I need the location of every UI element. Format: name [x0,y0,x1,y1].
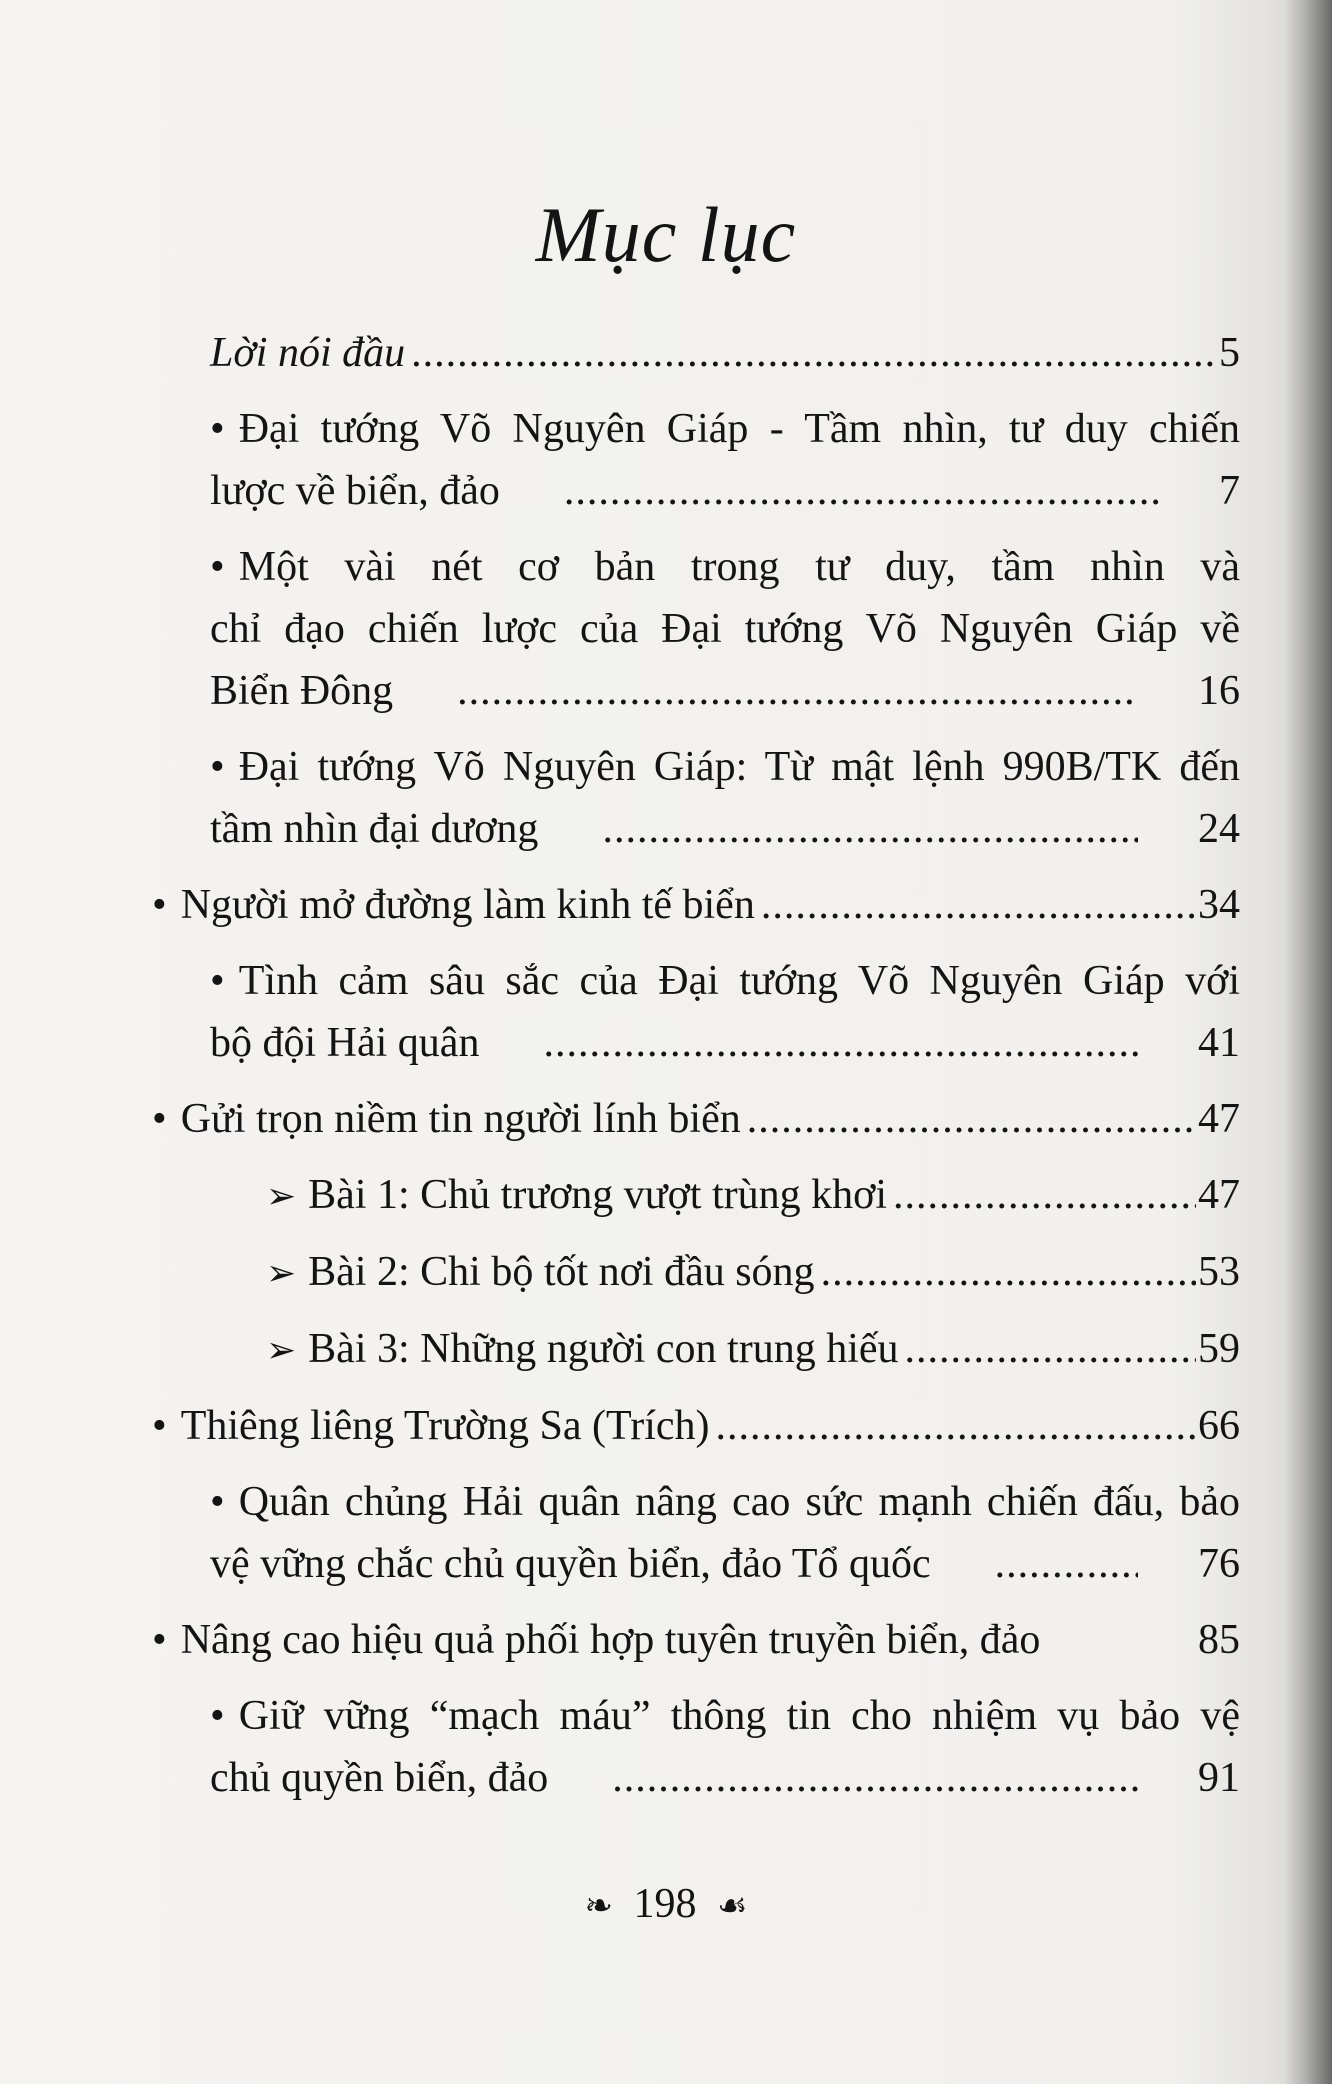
toc-entry [152,874,1240,936]
dot-leader [544,798,1138,860]
toc-page-number: 85 [1198,1617,1240,1663]
toc-entry-line [210,322,1240,384]
toc-entry-title: Nâng cao hiệu quả phối hợp tuyên truyền biển, đảo [180,1617,1041,1663]
toc-entry [152,736,1240,860]
toc-entry-title: Thiêng liêng Trường Sa (Trích) [180,1403,710,1449]
toc-page-number: 5 [1219,330,1240,376]
toc-page-number: 47 [1198,1096,1240,1142]
toc-entry-line [266,1241,1240,1304]
toc-page-number: 24 [1198,806,1240,852]
toc-page-number: 16 [1198,668,1240,714]
toc-entry-text: • Một vài nét cơ bản trong tư duy, tầm nhìn và [210,544,1240,590]
toc-page-number: 41 [1198,1020,1240,1066]
toc-entry-line [152,1395,1240,1457]
toc-entry-line [152,874,1240,936]
toc-entry-line [266,1164,1240,1227]
arrow-bullet-icon: ➢ [266,1176,297,1216]
dot-leader [821,1241,1196,1303]
bullet-icon: • [152,1096,167,1142]
toc-entry-line [152,460,1240,522]
toc-page-number: 53 [1198,1249,1240,1295]
table-of-contents [152,322,1240,1809]
page-footer [0,1880,1332,1928]
toc-entry [152,1241,1240,1304]
toc-entry-text: • Tình cảm sâu sắc của Đại tướng Võ Nguyên Giáp với [210,958,1240,1004]
bullet-icon: • [210,958,225,1004]
toc-page-number: 76 [1198,1541,1240,1587]
toc-entry-text: • Giữ vững “mạch máu” thông tin cho nhiệm vụ bảo vệ [210,1693,1240,1739]
toc-page-number: 47 [1198,1172,1240,1218]
toc-entry-line [152,660,1240,722]
toc-entry-line [152,1609,1240,1671]
toc-entry-title: Bài 2: Chi bộ tốt nơi đầu sóng [308,1249,815,1295]
dot-leader [506,460,1159,522]
toc-entry-title: bộ đội Hải quân [210,1020,480,1066]
dot-leader [761,874,1196,936]
dot-leader [937,1533,1138,1595]
toc-entry-title: Người mở đường làm kinh tế biển [180,882,755,928]
toc-entry [152,1685,1240,1809]
toc-entry-title: Bài 1: Chủ trương vượt trùng khơi [308,1172,887,1218]
toc-entry [152,1318,1240,1381]
toc-page-number: 34 [1198,882,1240,928]
toc-entry-text: chỉ đạo chiến lược của Đại tướng Võ Nguyên Giáp về [210,606,1240,652]
toc-page-number: 7 [1219,468,1240,514]
toc-entry [152,1395,1240,1457]
dot-leader [893,1164,1196,1226]
toc-entry-line [152,1747,1240,1809]
dot-leader [905,1318,1196,1380]
toc-entry [152,1471,1240,1595]
dot-leader [485,1012,1138,1074]
toc-entry-title: Gửi trọn niềm tin người lính biển [180,1096,741,1142]
dot-leader [399,660,1138,722]
toc-page-number: 59 [1198,1326,1240,1372]
toc-entry [152,398,1240,522]
toc-entry [152,322,1240,384]
toc-entry [152,950,1240,1074]
toc-entry-line [266,1318,1240,1381]
arrow-bullet-icon: ➢ [266,1330,297,1370]
toc-entry [152,1609,1240,1671]
toc-entry-title: vệ vững chắc chủ quyền biển, đảo Tổ quốc [210,1541,931,1587]
toc-page-number: 66 [1198,1403,1240,1449]
toc-entry-title: Biển Đông [210,668,394,714]
toc-entry [152,536,1240,722]
page-number: 198 [633,1881,697,1927]
toc-entry-title: lược về biển, đảo [210,468,500,514]
bullet-icon: • [210,1693,225,1739]
bullet-icon: • [152,1403,167,1449]
toc-entry [152,1164,1240,1227]
toc-entry-line [152,798,1240,860]
toc-entry-title: chủ quyền biển, đảo [210,1755,549,1801]
toc-entry-line [152,1012,1240,1074]
bullet-icon: • [210,544,225,590]
page-edge-shadow [1284,0,1332,2084]
bullet-icon: • [210,406,225,452]
dot-leader [747,1088,1196,1150]
toc-entry-text: • Đại tướng Võ Nguyên Giáp: Từ mật lệnh 990B/TK đến [210,744,1240,790]
dot-leader [411,322,1217,384]
page-title: Mục lục [535,191,797,278]
arrow-bullet-icon: ➢ [266,1253,297,1293]
toc-entry-text: • Quân chủng Hải quân nâng cao sức mạnh chiến đấu, bảo [210,1479,1240,1525]
dot-leader [554,1747,1138,1809]
toc-entry-text: • Đại tướng Võ Nguyên Giáp - Tầm nhìn, tư duy chiến [210,406,1240,452]
dot-leader [716,1395,1197,1457]
toc-entry [152,1088,1240,1150]
bullet-icon: • [152,1617,167,1663]
toc-entry-title: Lời nói đầu [210,330,406,376]
bullet-icon: • [210,1479,225,1525]
toc-entry-title: Bài 3: Những người con trung hiếu [308,1326,899,1372]
toc-entry-title: tầm nhìn đại dương [210,806,539,852]
left-ornament-icon: ❧ [584,1888,613,1925]
toc-entry-line [152,1533,1240,1595]
right-ornament-icon: ☙ [717,1888,748,1925]
toc-entry-line [152,1088,1240,1150]
toc-page-number: 91 [1198,1755,1240,1801]
bullet-icon: • [152,882,167,928]
bullet-icon: • [210,744,225,790]
